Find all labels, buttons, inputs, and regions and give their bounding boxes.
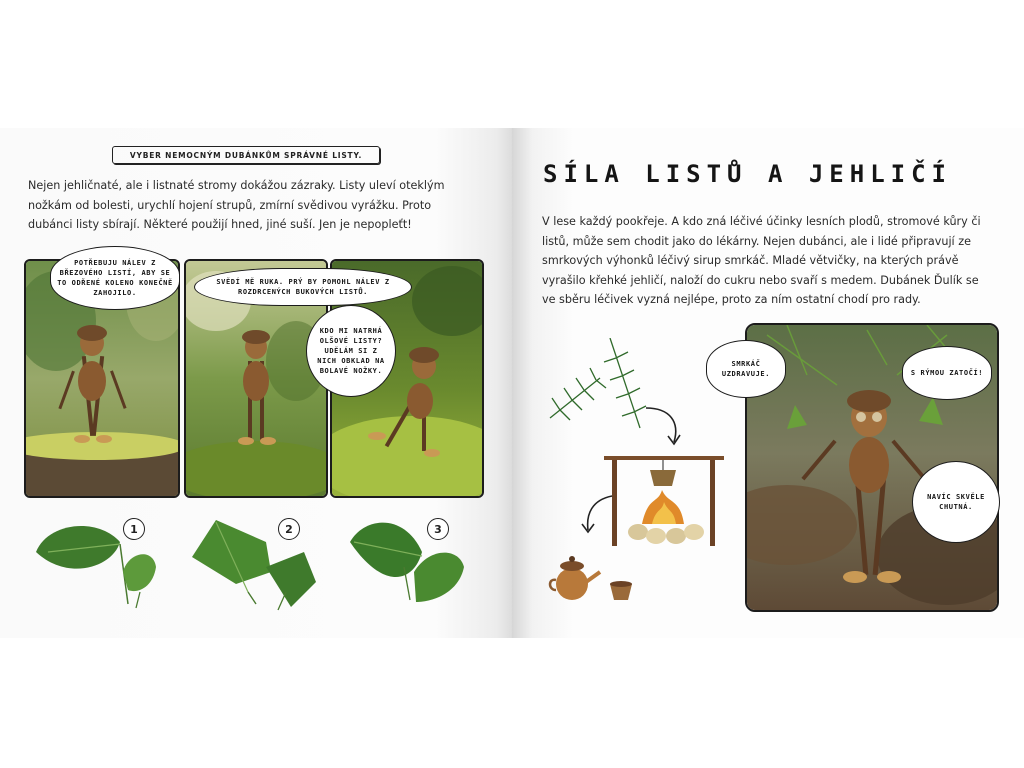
speech-bubble-2: SVĚDÍ MĚ RUKA. PRÝ BY POMOHL NÁLEV Z ROZDRCENÝCH BUKOVÝCH LISTŮ. bbox=[194, 268, 412, 306]
right-paragraph: V lese každý pookřeje. A kdo zná léčivé účinky lesních plodů, stromové kůry či listů, může sem chodit jako do lékárny. Nejen dubánci, ale i lidé připravují ze smrkových výhonků léčivý sirup smrkáč. Mladé větvičky, na kterých právě vyrašilo křehké jehličí, naloží do cukru nebo svaří s medem. Dubánek Ďulík se ve sběru léčivek vyzná nejlépe, proto za ním ostatní chodí pro rady. bbox=[542, 215, 981, 306]
option-number-2: 2 bbox=[278, 518, 300, 540]
birch-leaves-image bbox=[186, 512, 326, 612]
leaf-option-3[interactable] bbox=[344, 512, 474, 612]
speech-bubble-1: POTŘEBUJU NÁLEV Z BŘEZOVÉHO LISTÍ, ABY SE TO ODŘENÉ KOLENO KONEČNĚ ZAHOJILO. bbox=[50, 246, 180, 310]
teapot-cup-illustration bbox=[548, 548, 648, 608]
leaf-option-1[interactable] bbox=[28, 512, 168, 612]
leaf-option-2[interactable] bbox=[186, 512, 326, 612]
task-label: VYBER NEMOCNÝM DUBÁNKŮM SPRÁVNÉ LISTY. bbox=[112, 146, 380, 164]
speech-bubble-ryma: S RÝMOU ZATOČÍ! bbox=[902, 346, 992, 400]
alder-leaves-image bbox=[28, 512, 168, 612]
speech-bubble-smrkac: SMRKÁČ UZDRAVUJE. bbox=[706, 340, 786, 398]
speech-bubble-3: KDO MI NATRHÁ OLŠOVÉ LISTY? UDĚLÁM SI Z NICH OBKLAD NA BOLAVÉ NOŽKY. bbox=[306, 305, 396, 397]
option-number-3: 3 bbox=[427, 518, 449, 540]
page-title: SÍLA LISTŮ A JEHLIČÍ bbox=[543, 160, 952, 188]
beech-leaves-image bbox=[344, 512, 474, 612]
option-number-1: 1 bbox=[123, 518, 145, 540]
arrow-down-icon bbox=[640, 402, 690, 452]
left-page bbox=[0, 128, 512, 638]
arrow-left-icon bbox=[572, 490, 622, 540]
left-paragraph: Nejen jehličnaté, ale i listnaté stromy dokážou zázraky. Listy uleví oteklým nožkám od bolesti, urychlí hojení strupů, zmírní svědivou vyrážku. Proto dubánci listy sbírají. Některé použijí hned, jiné suší. Jen je nepopleťt! bbox=[28, 179, 445, 231]
book-spread bbox=[0, 128, 1024, 638]
speech-bubble-chutna: NAVÍC SKVĚLE CHUTNÁ. bbox=[912, 461, 1000, 543]
